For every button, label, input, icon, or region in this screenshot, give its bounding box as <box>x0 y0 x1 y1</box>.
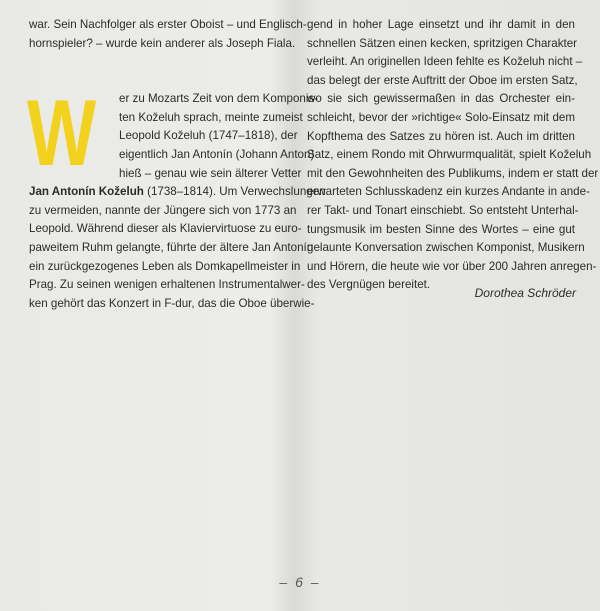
text-line: wo sie sich gewissermaßen in das Orchester ein- <box>307 92 575 106</box>
text-line: zu vermeiden, nannte der Jüngere sich von 1773 an <box>29 203 297 217</box>
text-line: schnellen Sätzen einen kecken, spritzigen Charakter <box>307 36 578 50</box>
text-line: tungsmusik im besten Sinne des Wortes – eine gut <box>307 222 575 236</box>
text-line: Prag. Zu seinen wenigen erhaltenen Instrumentalwer- <box>29 278 305 292</box>
text-line: hieß – genau wie sein älterer Vetter <box>119 166 302 180</box>
text-line: gend in hoher Lage einsetzt und ihr damit in den <box>307 18 575 31</box>
text-line: er zu Mozarts Zeit von dem Komponis- <box>119 92 319 106</box>
author-signature: Dorothea Schröder <box>474 286 576 300</box>
text-line: das belegt der erste Auftritt der Oboe im ersten Satz, <box>307 73 578 87</box>
text-line: und Hörern, die heute wie vor über 200 Jahren anregen- <box>307 259 597 273</box>
text-line: des Vergnügen bereitet. <box>307 278 431 292</box>
text-line: schleicht, bevor der »richtige« Solo-Einsatz mit dem <box>307 110 575 124</box>
text-line: war. Sein Nachfolger als erster Oboist – und Englisch- <box>29 18 307 31</box>
text-line: Leopold Koželuh (1747–1818), der <box>119 129 298 143</box>
left-column <box>27 16 326 313</box>
text-line: verleiht. An originellen Ideen fehlte es Koželuh nicht – <box>307 55 583 69</box>
drop-cap-letter: W <box>27 80 94 186</box>
text-line: mit den Gewohnheiten des Publikums, indem er statt der <box>307 166 599 180</box>
composer-name: Jan Antonín Koželuh <box>29 185 144 199</box>
text-fragment: (1738–1814). Um Verwechslungen <box>143 185 326 199</box>
text-line: Leopold. Während dieser als Klaviervirtuose zu euro- <box>29 222 302 236</box>
right-column <box>307 16 599 295</box>
text-line: ein zurückgezogenes Leben als Domkapellmeister in <box>29 259 301 273</box>
text-line: Kopfthema des Satzes zu hören ist. Auch im dritten <box>307 129 575 143</box>
text-line: Satz, einem Rondo mit Ohrwurmqualität, spielt Koželuh <box>307 148 592 162</box>
text-line: ken gehört das Konzert in F-dur, das die Oboe überwie- <box>29 296 315 310</box>
text-line: hornspieler? – wurde kein anderer als Joseph Fiala. <box>29 36 296 50</box>
text-line-with-name <box>29 183 326 202</box>
text-line: gelaunte Konversation zwischen Komponist, Musikern <box>307 241 585 255</box>
text-line: paweitem Ruhm gelangte, führte der ältere Jan Antonín <box>29 240 314 254</box>
text-line: rer Takt- und Tonart einschiebt. So entsteht Unterhal- <box>307 203 579 217</box>
page-number: – 6 – <box>279 574 321 590</box>
dropcap-paragraph <box>27 80 326 313</box>
text-line: ten Koželuh sprach, meinte zumeist <box>119 110 303 124</box>
text-line: erwarteten Schlusskadenz ein kurzes Andante in ande- <box>307 185 590 199</box>
text-line: eigentlich Jan Antonín (Johann Anton) <box>119 147 315 161</box>
